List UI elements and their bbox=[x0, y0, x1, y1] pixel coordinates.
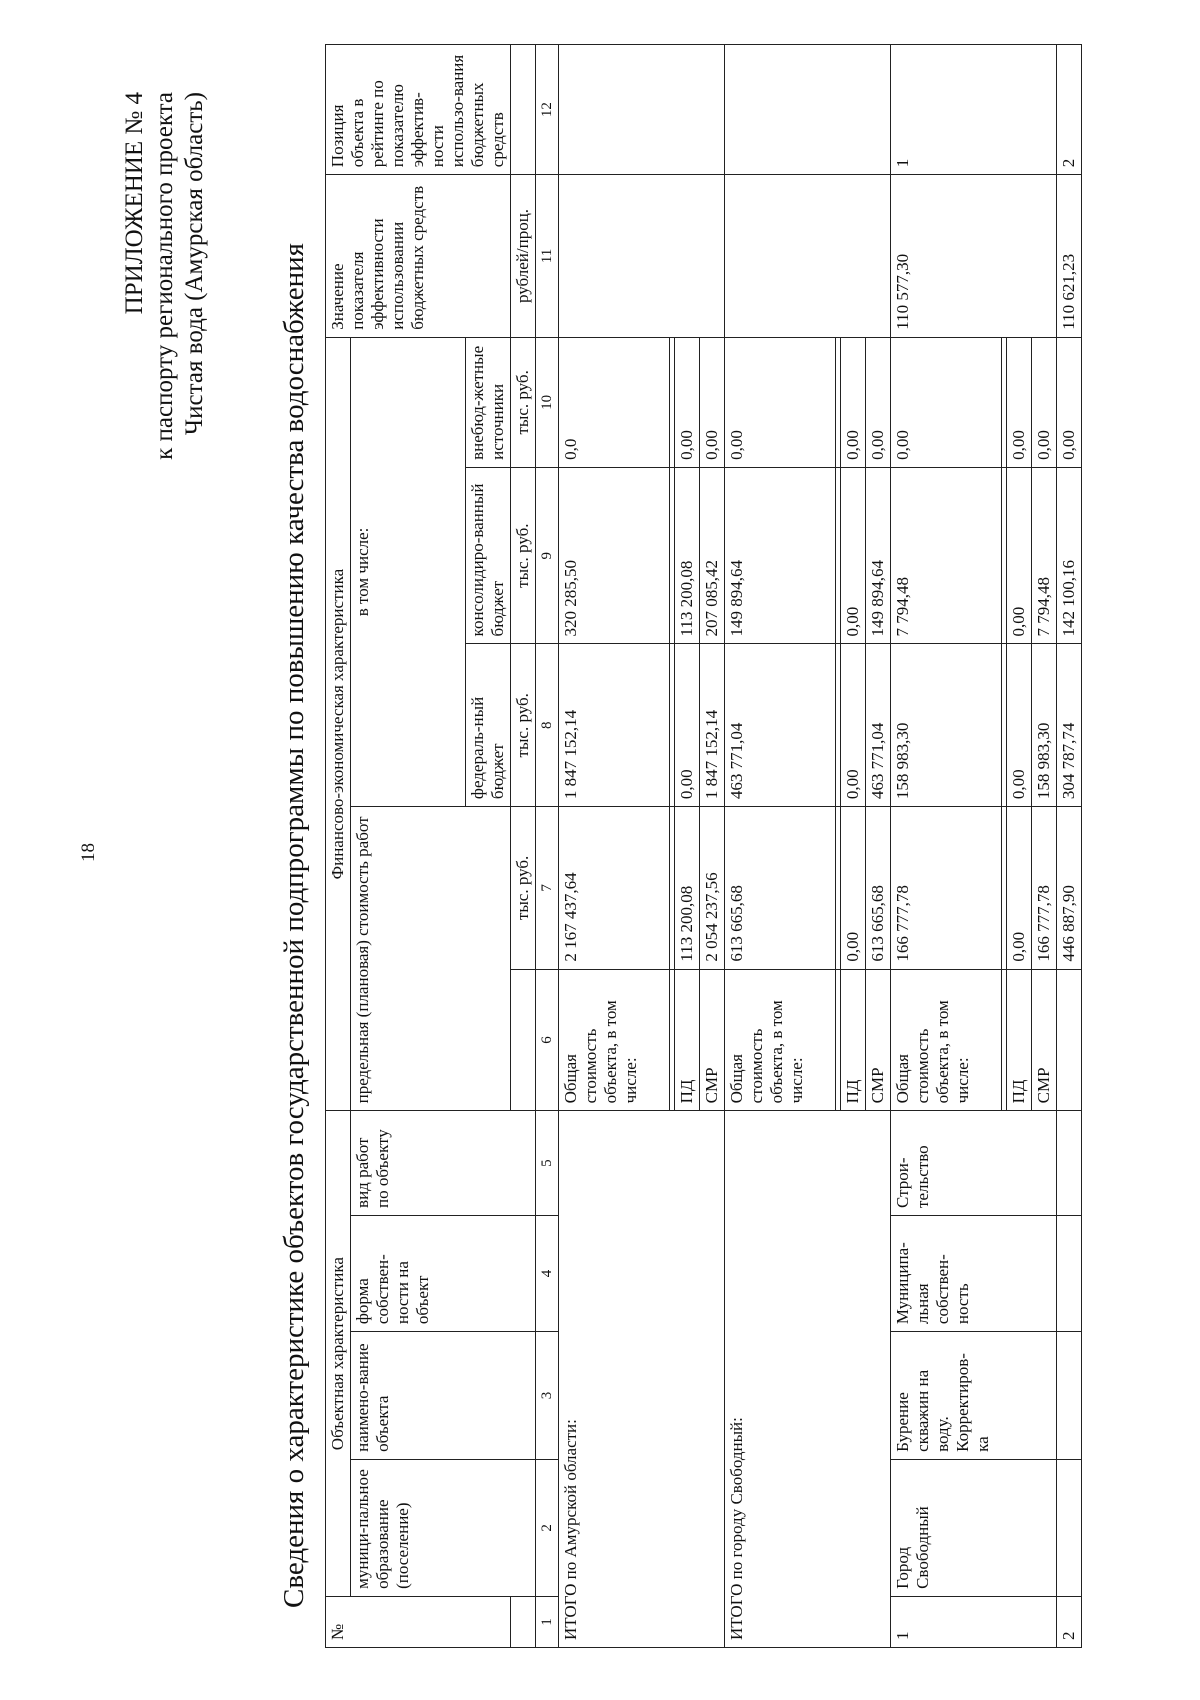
efficiency-value bbox=[559, 175, 725, 338]
cost-value: 613 665,68 bbox=[725, 807, 836, 970]
column-number: 2 bbox=[536, 1459, 559, 1596]
federal-value: 463 771,04 bbox=[725, 644, 836, 807]
unit-offbudget: тыс. руб. bbox=[511, 337, 536, 467]
appendix-subtitle: к паспорту регионального проекта bbox=[151, 92, 178, 460]
units-blank bbox=[511, 45, 536, 175]
header-row bbox=[326, 45, 351, 1648]
page-number: 18 bbox=[78, 843, 99, 862]
header-object-name: наимено-вание объекта bbox=[351, 1332, 536, 1460]
object-name bbox=[1057, 1332, 1082, 1460]
table-row bbox=[559, 45, 670, 1648]
header-offbudget: внебюд-жетные источники bbox=[466, 337, 511, 467]
federal-value: 1 847 152,14 bbox=[700, 644, 725, 807]
header-consolidated: консолидиро-ванный бюджет bbox=[466, 467, 511, 644]
offbudget-value: 0,0 bbox=[559, 337, 670, 467]
cost-value: 613 665,68 bbox=[866, 807, 891, 970]
cost-type: ПД bbox=[1007, 969, 1032, 1111]
federal-value: 304 787,74 bbox=[1057, 644, 1082, 807]
offbudget-value: 0,00 bbox=[1007, 337, 1032, 467]
header-financial-characteristic: Финансово-экономическая характеристика bbox=[326, 337, 351, 1111]
federal-value: 0,00 bbox=[1007, 644, 1032, 807]
cost-value: 113 200,08 bbox=[675, 807, 700, 970]
object-name: Бурение скважин на воду. Корректиров-ка bbox=[891, 1332, 1057, 1460]
efficiency-value bbox=[725, 175, 891, 338]
cost-value: 166 777,78 bbox=[1032, 807, 1057, 970]
offbudget-value: 0,00 bbox=[1057, 337, 1082, 467]
position-value: 2 bbox=[1057, 45, 1082, 175]
column-number-row bbox=[536, 45, 559, 1648]
units-blank bbox=[511, 969, 536, 1111]
header-ownership: форма собствен-ности на объект bbox=[351, 1215, 536, 1331]
group-label-svobodny: ИТОГО по городу Свободный: bbox=[725, 1111, 891, 1648]
object-ownership bbox=[1057, 1215, 1082, 1331]
consolidated-value: 149 894,64 bbox=[866, 467, 891, 644]
cost-value: 446 887,90 bbox=[1057, 807, 1082, 970]
column-number: 7 bbox=[536, 807, 559, 970]
appendix-title: ПРИЛОЖЕНИЕ № 4 bbox=[121, 92, 148, 315]
efficiency-value: 110 621,23 bbox=[1057, 175, 1082, 338]
offbudget-value: 0,00 bbox=[1032, 337, 1057, 467]
document-title: Сведения о характеристике объектов государственной подпрограммы по повышению качества водоснабжения bbox=[278, 243, 310, 1608]
offbudget-value: 0,00 bbox=[725, 337, 836, 467]
consolidated-value: 207 085,42 bbox=[700, 467, 725, 644]
consolidated-value: 0,00 bbox=[1007, 467, 1032, 644]
appendix-project: Чистая вода (Амурская область) bbox=[181, 92, 208, 436]
table-row bbox=[1057, 45, 1082, 1648]
column-number: 9 bbox=[536, 467, 559, 644]
column-number: 12 bbox=[536, 45, 559, 175]
column-number: 4 bbox=[536, 1215, 559, 1331]
unit-cost: тыс. руб. bbox=[511, 807, 536, 970]
position-value bbox=[559, 45, 725, 175]
header-including: в том числе: bbox=[351, 337, 466, 806]
position-value: 1 bbox=[891, 45, 1057, 175]
column-number: 1 bbox=[536, 1596, 559, 1647]
unit-efficiency: рублей/проц. bbox=[511, 175, 536, 338]
object-municipality: Город Свободный bbox=[891, 1459, 1057, 1596]
object-ownership: Муниципа-льная собствен-ность bbox=[891, 1215, 1057, 1331]
consolidated-value: 0,00 bbox=[841, 467, 866, 644]
table-row bbox=[725, 45, 836, 1648]
consolidated-value: 113 200,08 bbox=[675, 467, 700, 644]
federal-value: 0,00 bbox=[675, 644, 700, 807]
cost-type: ПД bbox=[841, 969, 866, 1111]
cost-type: ПД bbox=[675, 969, 700, 1111]
cost-value: 166 777,78 bbox=[891, 807, 1002, 970]
column-number: 11 bbox=[536, 175, 559, 338]
header-federal: федераль-ный бюджет bbox=[466, 644, 511, 807]
offbudget-value: 0,00 bbox=[891, 337, 1002, 467]
consolidated-value: 7 794,48 bbox=[891, 467, 1002, 644]
federal-value: 1 847 152,14 bbox=[559, 644, 670, 807]
object-number: 2 bbox=[1057, 1596, 1082, 1647]
federal-value: 463 771,04 bbox=[866, 644, 891, 807]
column-number: 10 bbox=[536, 337, 559, 467]
cost-value: 0,00 bbox=[841, 807, 866, 970]
appendix-header bbox=[120, 92, 210, 460]
group-label-amur: ИТОГО по Амурской области: bbox=[559, 1111, 725, 1648]
offbudget-value: 0,00 bbox=[841, 337, 866, 467]
offbudget-value: 0,00 bbox=[675, 337, 700, 467]
column-number: 6 bbox=[536, 969, 559, 1111]
header-position: Позиция объекта в рейтинге по показателю эффектив-ности использо-вания бюджетных средств bbox=[326, 45, 511, 175]
position-value bbox=[725, 45, 891, 175]
object-work-type bbox=[1057, 1111, 1082, 1216]
offbudget-value: 0,00 bbox=[700, 337, 725, 467]
header-object-characteristic: Объектная характеристика bbox=[326, 1111, 351, 1597]
cost-value: 2 054 237,56 bbox=[700, 807, 725, 970]
header-number: № bbox=[326, 1596, 511, 1647]
cost-type: Общая стоимость объекта, в том числе: bbox=[891, 969, 1002, 1111]
cost-value: 2 167 437,64 bbox=[559, 807, 670, 970]
column-number: 8 bbox=[536, 644, 559, 807]
objects-table bbox=[325, 44, 1082, 1648]
header-max-cost: предельная (плановая) стоимость работ bbox=[351, 807, 511, 1111]
consolidated-value: 7 794,48 bbox=[1032, 467, 1057, 644]
federal-value: 0,00 bbox=[841, 644, 866, 807]
federal-value: 158 983,30 bbox=[891, 644, 1002, 807]
cost-value: 0,00 bbox=[1007, 807, 1032, 970]
units-blank bbox=[511, 1596, 536, 1647]
cost-type: СМР bbox=[1032, 969, 1057, 1111]
cost-type: СМР bbox=[866, 969, 891, 1111]
unit-federal: тыс. руб. bbox=[511, 644, 536, 807]
consolidated-value: 142 100,16 bbox=[1057, 467, 1082, 644]
cost-type: Общая стоимость объекта, в том числе: bbox=[725, 969, 836, 1111]
header-efficiency: Значение показателя эффективности использовании бюджетных средств bbox=[326, 175, 511, 338]
header-work-type: вид работ по объекту bbox=[351, 1111, 536, 1216]
column-number: 3 bbox=[536, 1332, 559, 1460]
unit-consolidated: тыс. руб. bbox=[511, 467, 536, 644]
federal-value: 158 983,30 bbox=[1032, 644, 1057, 807]
cost-type: Общая стоимость объекта, в том числе: bbox=[559, 969, 670, 1111]
column-number: 5 bbox=[536, 1111, 559, 1216]
object-number: 1 bbox=[891, 1596, 1057, 1647]
efficiency-value: 110 577,30 bbox=[891, 175, 1057, 338]
cost-type bbox=[1057, 969, 1082, 1111]
cost-type: СМР bbox=[700, 969, 725, 1111]
header-municipality: муници-пальное образование (поселение) bbox=[351, 1459, 536, 1596]
table-row bbox=[891, 45, 1002, 1648]
consolidated-value: 320 285,50 bbox=[559, 467, 670, 644]
object-municipality bbox=[1057, 1459, 1082, 1596]
object-work-type: Строи-тельство bbox=[891, 1111, 1057, 1216]
offbudget-value: 0,00 bbox=[866, 337, 891, 467]
consolidated-value: 149 894,64 bbox=[725, 467, 836, 644]
